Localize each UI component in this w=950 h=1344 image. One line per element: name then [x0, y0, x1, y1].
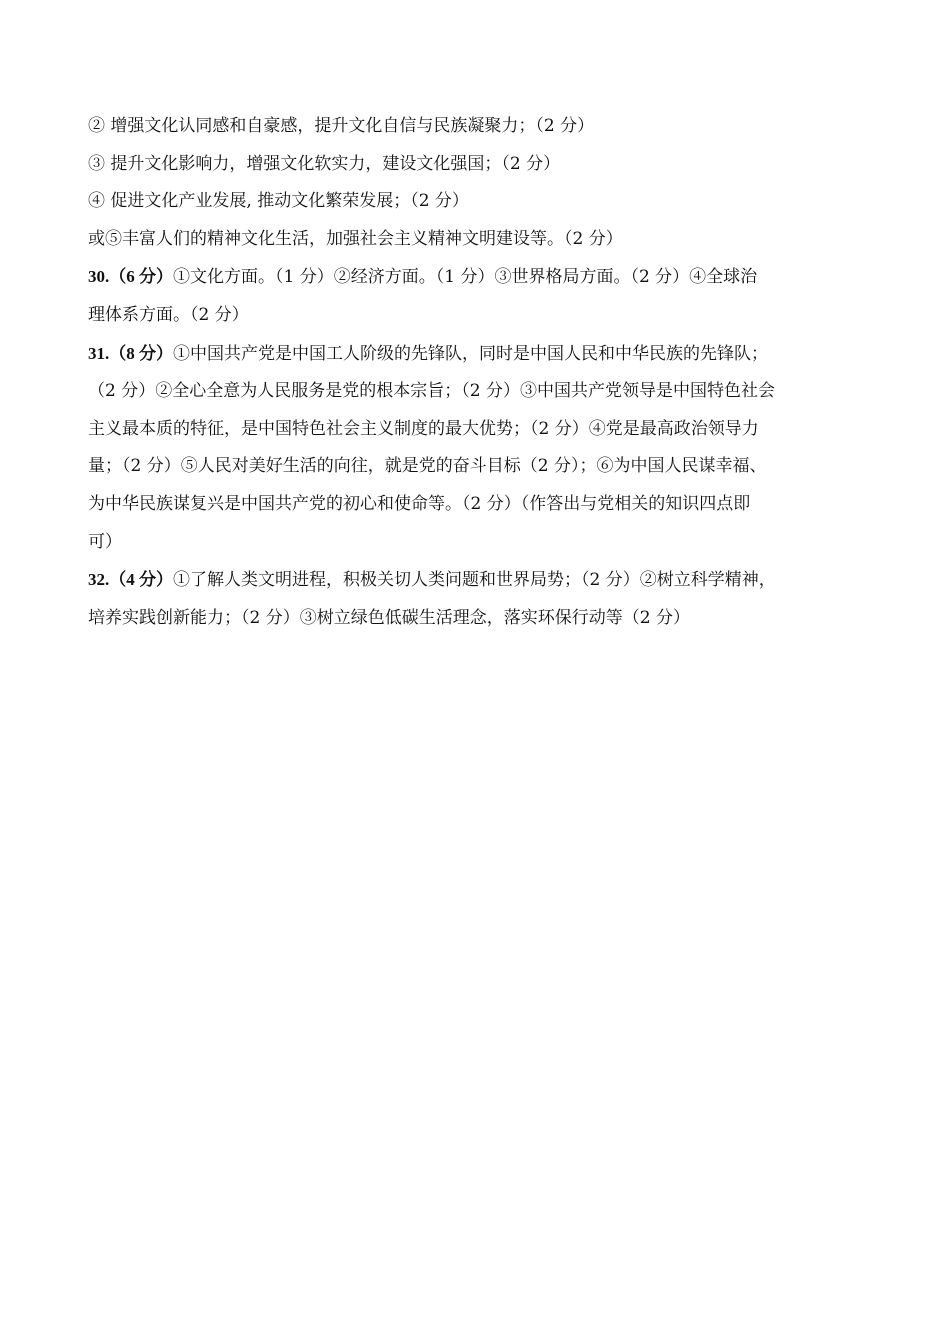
question-31-answer: [88, 335, 878, 562]
question-31-line-3: 主义最本质的特征，是中国特色社会主义制度的最大优势；（2 分）④党是最高政治领导力: [88, 418, 759, 439]
question-30-line-1: [88, 258, 878, 297]
answer-line-3: ③ 提升文化影响力，增强文化软实力，建设文化强国；（2 分）: [88, 153, 561, 174]
question-30-answer: [88, 258, 878, 334]
answer-content: [88, 108, 878, 637]
question-31-label: 31.（8 分）: [88, 343, 173, 363]
question-31-line-4: 量；（2 分）⑤人民对美好生活的向往，就是党的奋斗目标（2 分）；⑥为中国人民谋幸福、: [88, 456, 767, 477]
question-32-line-2: 培养实践创新能力；（2 分）③树立绿色低碳生活理念，落实环保行动等（2 分）: [88, 607, 690, 628]
answer-line-5: 或⑤丰富人们的精神文化生活，加强社会主义精神文明建设等。（2 分）: [88, 228, 623, 249]
question-32-answer: [88, 561, 878, 637]
question-31-line-6: 可）: [88, 531, 122, 552]
question-31-line-1: [88, 335, 878, 374]
answer-line-4: ④ 促进文化产业发展, 推动文化繁荣发展；（2 分）: [88, 191, 469, 212]
question-31-text-1: ①中国共产党是中国工人阶级的先锋队，同时是中国人民和中华民族的先锋队；: [173, 343, 768, 364]
question-32-label: 32.（4 分）: [88, 570, 173, 590]
question-30-line-2: 理体系方面。（2 分）: [88, 304, 249, 325]
question-31-line-2: （2 分）②全心全意为人民服务是党的根本宗旨；（2 分）③中国共产党领导是中国特色社会: [88, 381, 775, 402]
answer-line-2: ② 增强文化认同感和自豪感，提升文化自信与民族凝聚力；（2 分）: [88, 116, 595, 136]
question-30-text-1: ①文化方面。（1 分）②经济方面。（1 分）③世界格局方面。（2 分）④全球治: [173, 267, 758, 288]
question-32-text-1: ①了解人类文明进程，积极关切人类问题和世界局势；（2 分）②树立科学精神，: [173, 570, 776, 591]
question-32-line-1: [88, 561, 878, 600]
question-31-line-5: 为中华民族谋复兴是中国共产党的初心和使命等。（2 分）（作答出与党相关的知识四点即: [88, 493, 751, 514]
question-30-label: 30.（6 分）: [88, 267, 173, 287]
